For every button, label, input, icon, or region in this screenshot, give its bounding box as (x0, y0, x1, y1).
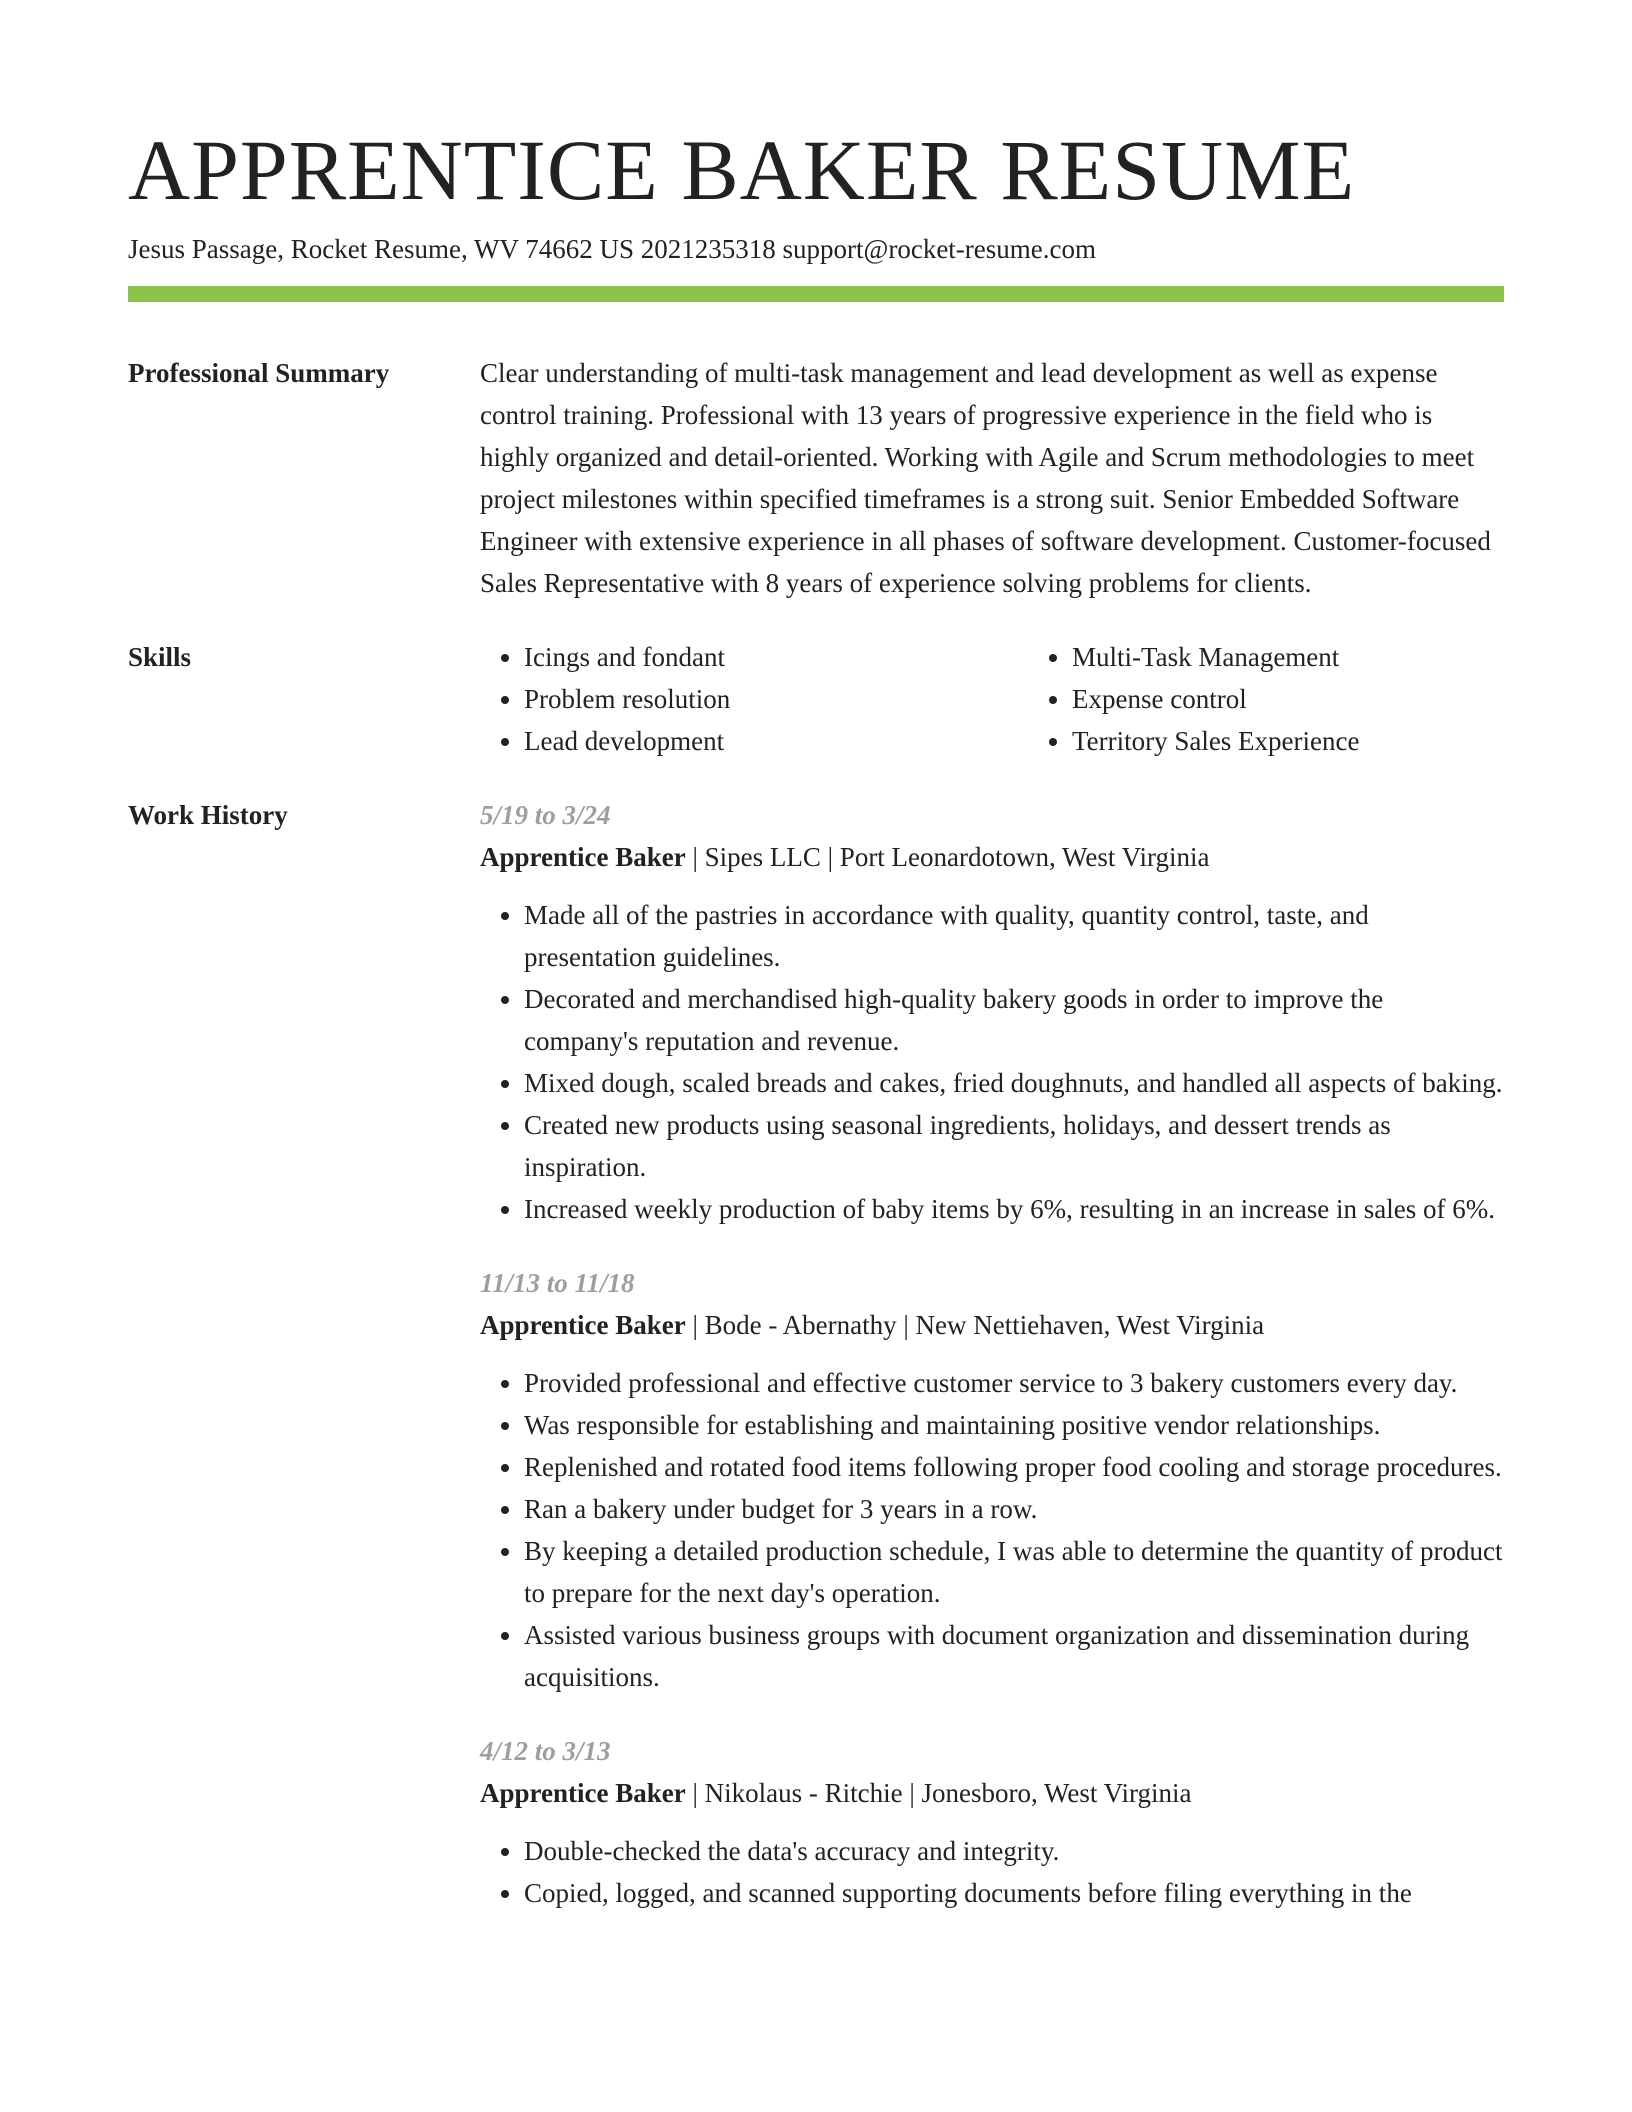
job-bullets (480, 1362, 1504, 1698)
job-bullets (480, 1830, 1504, 1914)
job-dates: 5/19 to 3/24 (480, 800, 611, 830)
job-title: Apprentice Baker (480, 1310, 686, 1340)
skill-item: • Multi-Task Management (1072, 636, 1576, 678)
job-bullet: • Created new products using seasonal ingredients, holidays, and dessert trends as inspiration. (524, 1104, 1504, 1188)
job-title: Apprentice Baker (480, 1778, 686, 1808)
job-bullet: • By keeping a detailed production schedule, I was able to determine the quantity of product to prepare for the next day's operation. (524, 1530, 1504, 1614)
job-details: | Sipes LLC | Port Leonardotown, West Virginia (685, 842, 1210, 872)
job-heading (480, 1304, 1504, 1346)
job-bullet: • Copied, logged, and scanned supporting documents before filing everything in the (524, 1872, 1504, 1914)
skills-column-right (1028, 636, 1576, 762)
work-history-section (128, 794, 1504, 1946)
job-bullet: • Replenished and rotated food items following proper food cooling and storage procedures. (524, 1446, 1504, 1488)
job-bullets (480, 894, 1504, 1230)
job-entry (480, 1730, 1504, 1914)
skill-item: • Territory Sales Experience (1072, 720, 1576, 762)
job-bullet: • Made all of the pastries in accordance with quality, quantity control, taste, and presentation guidelines. (524, 894, 1504, 978)
job-bullet: • Double-checked the data's accuracy and integrity. (524, 1830, 1504, 1872)
section-label-work: Work History (128, 800, 288, 830)
job-bullet: • Ran a bakery under budget for 3 years in a row. (524, 1488, 1504, 1530)
accent-divider (128, 286, 1504, 302)
contact-info: Jesus Passage, Rocket Resume, WV 74662 US 2021235318 support@rocket-resume.com (128, 234, 1096, 264)
job-bullet: • Mixed dough, scaled breads and cakes, fried doughnuts, and handled all aspects of baking. (524, 1062, 1504, 1104)
skills-column-left (480, 636, 1028, 762)
skill-item: • Icings and fondant (524, 636, 1028, 678)
skill-item: • Lead development (524, 720, 1028, 762)
job-dates: 11/13 to 11/18 (480, 1268, 635, 1298)
job-bullet: • Was responsible for establishing and maintaining positive vendor relationships. (524, 1404, 1504, 1446)
job-heading (480, 1772, 1504, 1814)
job-details: | Nikolaus - Ritchie | Jonesboro, West Virginia (685, 1778, 1192, 1808)
job-entry (480, 1262, 1504, 1698)
skill-item: • Problem resolution (524, 678, 1028, 720)
section-label-skills: Skills (128, 642, 192, 672)
job-bullet: • Assisted various business groups with document organization and dissemination during acquisitions. (524, 1614, 1504, 1698)
job-dates: 4/12 to 3/13 (480, 1736, 611, 1766)
job-heading (480, 836, 1504, 878)
summary-text: Clear understanding of multi-task management and lead development as well as expense control training. Professional with 13 years of progressive experience in the field who is highly organized and detail-oriented. Working with Agile and Scrum methodologies to meet project milestones within specified timeframes is a strong suit. Senior Embedded Software Engineer with extensive experience in all phases of software development. Customer-focused Sales Representative with 8 years of experience solving problems for clients. (480, 358, 1491, 598)
section-label-summary: Professional Summary (128, 358, 390, 388)
work-history-list (480, 794, 1504, 1946)
skills-section (128, 636, 1504, 762)
skill-item: • Expense control (1072, 678, 1576, 720)
job-bullet: • Increased weekly production of baby items by 6%, resulting in an increase in sales of 6%. (524, 1188, 1504, 1230)
professional-summary-section (128, 352, 1504, 604)
job-details: | Bode - Abernathy | New Nettiehaven, West Virginia (685, 1310, 1265, 1340)
job-bullet: • Decorated and merchandised high-quality bakery goods in order to improve the company's reputation and revenue. (524, 978, 1504, 1062)
page-title: APPRENTICE BAKER RESUME (128, 122, 1356, 218)
resume-page (128, 0, 1504, 1946)
skills-list (480, 636, 1576, 762)
job-entry (480, 794, 1504, 1230)
job-title: Apprentice Baker (480, 842, 686, 872)
job-bullet: • Provided professional and effective customer service to 3 bakery customers every day. (524, 1362, 1504, 1404)
